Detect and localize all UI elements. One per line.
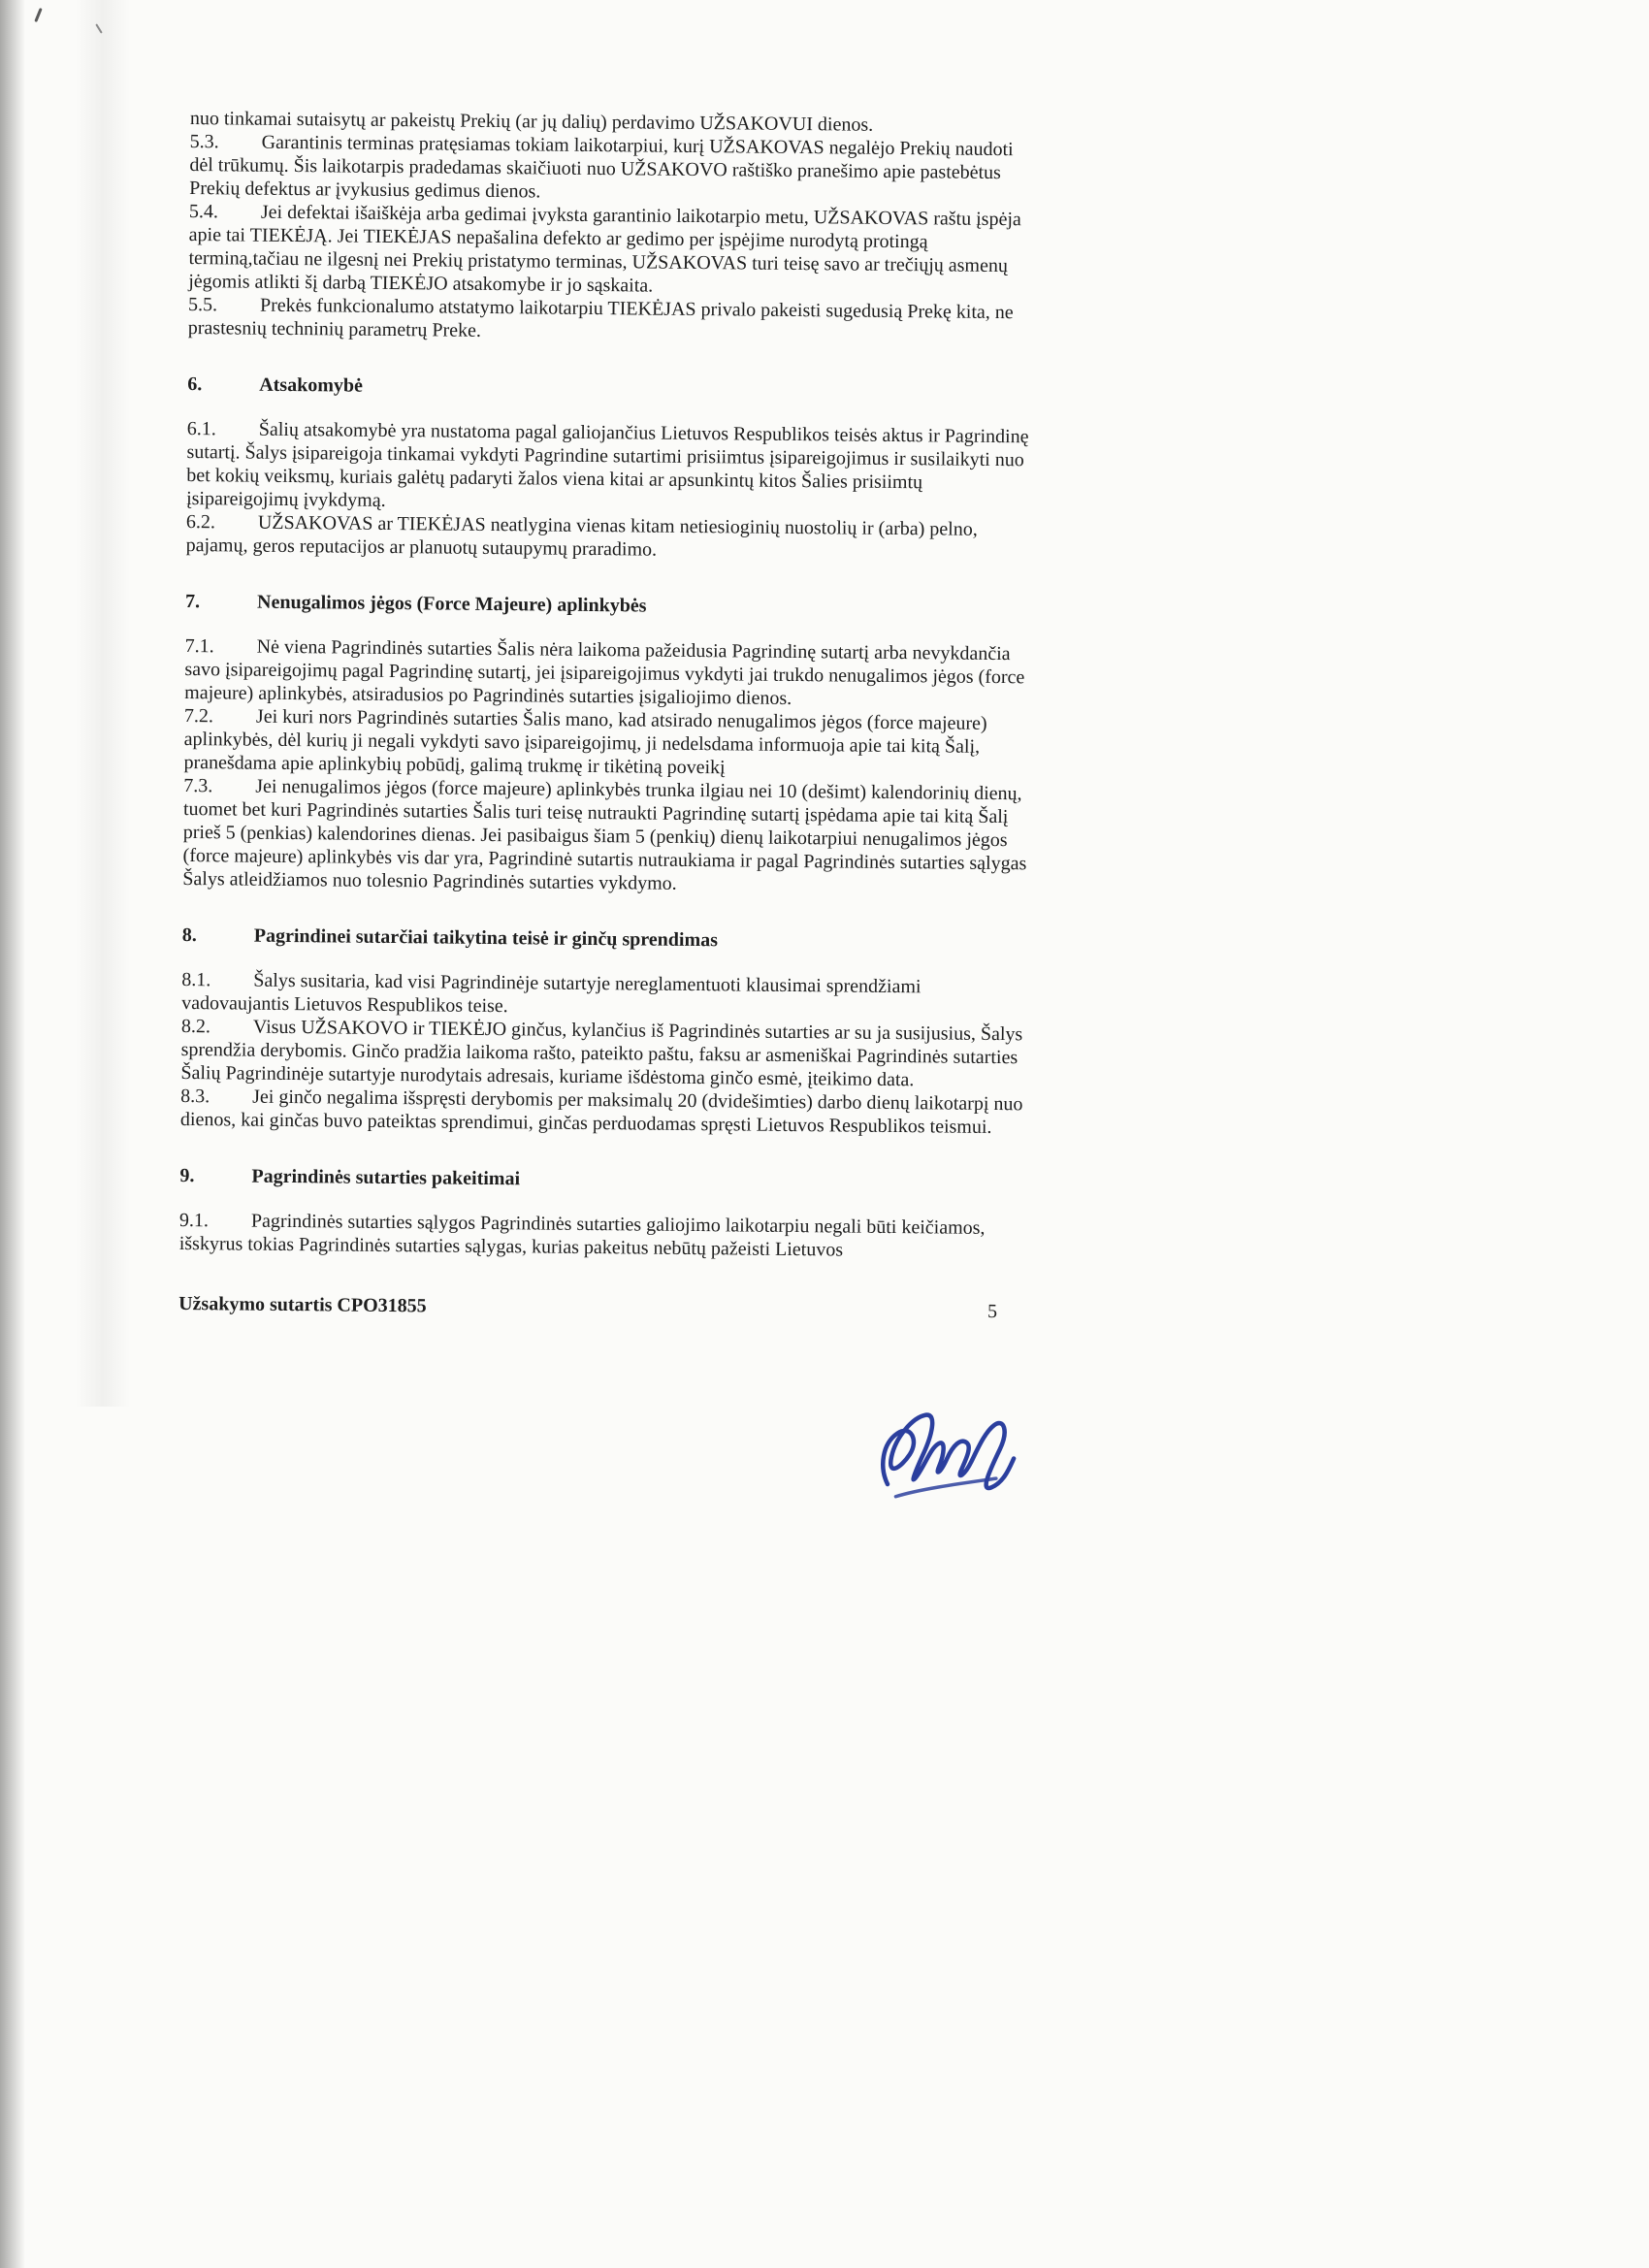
scan-artifact-band	[76, 0, 130, 1407]
section-title: Atsakomybė	[259, 373, 364, 397]
clause-5-4	[188, 200, 1035, 301]
clause-number: 5.5.	[187, 293, 218, 316]
section-title: Nenugalimos jėgos (Force Majeure) aplinkybės	[256, 591, 647, 617]
page-number: 5	[987, 1300, 998, 1323]
section-number: 6.	[187, 373, 203, 396]
section-9-heading	[179, 1164, 1025, 1195]
section-number: 8.	[181, 923, 197, 947]
page-footer	[178, 1292, 1024, 1323]
clause-7-1	[184, 634, 1031, 712]
clause-6-1	[186, 417, 1033, 518]
clause-text: Jei ginčo negalima išspręsti derybomis per maksimalų 20 (dvidešimties) darbo dienų laikotarpį nuo dienos, kai ginčas buvo pateiktas sprendimui, ginčas perduodamas spręsti Lietuvos Respublikos teismui.	[179, 1085, 1023, 1138]
section-title: Pagrindinei sutarčiai taikytina teisė ir ginčų sprendimas	[253, 924, 719, 952]
clause-8-2	[180, 1015, 1027, 1092]
clause-number: 8.1.	[181, 968, 211, 991]
clause-text: Šalys susitaria, kad visi Pagrindinėje sutartyje nereglamentuoti klausimai sprendžiami vadovaujantis Lietuvos Respublikos teise.	[181, 969, 922, 1018]
section-number: 9.	[179, 1164, 195, 1187]
scan-edge-shadow	[0, 0, 25, 2268]
section-6-heading	[187, 373, 1033, 404]
clause-text: Šalių atsakomybė yra nustatoma pagal galiojančius Lietuvos Respublikos teisės aktus ir Pagrindinę sutartį. Šalys įsipareigoja tinkamai vykdyti Pagrindine sutartimi prisiimtus įsipareigojimus ir susilaikyti nuo bet kokių veiksmų, kuriais galėtų padaryti žalos viena kitai ar apsunkintų kitos Šalies prisiimtų įsipareigojimų įvykdymą.	[186, 418, 1029, 511]
clause-continuation: nuo tinkamai sutaisytų ar pakeistų Prekių (ar jų dalių) perdavimo UŽSAKOVUI dienos.	[189, 107, 874, 136]
contract-reference: Užsakymo sutartis CPO31855	[178, 1292, 427, 1317]
clause-7-2	[183, 704, 1030, 782]
clause-number: 7.1.	[184, 634, 214, 658]
clause-text: Nė viena Pagrindinės sutarties Šalis nėra laikoma pažeidusia Pagrindinę sutartį arba nevykdančia savo įsipareigojimų pagal Pagrindinę sutartį, jei įsipareigojimus vykdyti jai trukdo nenugalimos jėgos (force majeure) aplinkybės, atsiradusios po Pagrindinės sutarties įsigaliojimo dienos.	[184, 635, 1025, 709]
clause-number: 8.3.	[180, 1085, 210, 1108]
clause-9-1	[179, 1209, 1025, 1263]
handwritten-signature	[869, 1402, 1018, 1508]
clause-text: Pagrindinės sutarties sąlygos Pagrindinės sutarties galiojimo laikotarpiu negali būti keičiamos, išskyrus tokias Pagrindinės sutarties sąlygas, kurias pakeitus nebūtų pažeisti Lietuvos	[178, 1210, 986, 1261]
clause-text: Visus UŽSAKOVO ir TIEKĖJO ginčus, kylančius iš Pagrindinės sutarties ar su ja susijusius, Šalys sprendžia derybomis. Ginčo pradžia laikoma rašto, pateikto paštu, faksu ar asmeniškai Pagrindinės sutarties Šalių Pagrindinėje sutartyje nurodytais adresais, kuriame išdėstoma ginčo esmė, įteikimo data.	[180, 1016, 1023, 1091]
clause-text: UŽSAKOVAS ar TIEKĖJAS neatlygina vienas kitam netiesioginių nuostolių ir (arba) pelno, pajamų, geros reputacijos ar planuotų sutaupymų praradimo.	[185, 511, 978, 561]
clause-number: 5.3.	[189, 130, 219, 153]
section-7-heading	[185, 590, 1031, 621]
clause-text: Prekės funkcionalumo atstatymo laikotarpiu TIEKĖJAS privalo pakeisti sugedusią Prekę kita, ne prastesnių techninių parametrų Preke.	[187, 294, 1014, 341]
pen-mark	[34, 8, 42, 22]
clause-text: Jei defektai išaiškėja arba gedimai įvyksta garantinio laikotarpio metu, UŽSAKOVAS raštu įspėja apie tai TIEKĖJĄ. Jei TIEKĖJAS nepašalina defekto ar gedimo per įspėjime nurodytą protingą terminą,tačiau ne ilgesnį nei Prekių pristatymo terminas, UŽSAKOVAS turi teisę savo ar trečiųjų asmenų jėgomis atlikti šį darbą TIEKĖJO atsakomybe ir jo sąskaita.	[188, 201, 1021, 297]
clause-7-3	[182, 774, 1029, 898]
clause-number: 9.1.	[178, 1209, 210, 1232]
clause-number: 7.3.	[183, 774, 213, 797]
clause-number: 7.2.	[183, 704, 214, 728]
clause-text: Jei nenugalimos jėgos (force majeure) aplinkybės trunka ilgiau nei 10 (dešimt) kalendorinių dienų, tuomet bet kuri Pagrindinės sutarties Šalis turi teisę nutraukti Pagrindinę sutartį įspėdama apie tai kitą Šalį prieš 5 (penkias) kalendorines dienas. Jei pasibaigus šiam 5 (penkių) dienų laikotarpiui nenugalimos jėgos (force majeure) aplinkybės vis dar yra, Pagrindinė sutartis nutraukiama ir pagal Pagrindinės sutarties sąlygas Šalys atleidžiamos nuo tolesnio Pagrindinės sutarties vykdymo.	[182, 775, 1027, 894]
clause-number: 8.2.	[180, 1015, 211, 1038]
clause-text: Jei kuri nors Pagrindinės sutarties Šalis mano, kad atsirado nenugalimos jėgos (force majeure) aplinkybės, dėl kurių ji negali vykdyti savo įsipareigojimų, ji nedelsdama informuoja apie tai kitą Šalį, pranešdama apie aplinkybių pobūdį, galimą trukmę ir tikėtiną poveikį	[183, 705, 987, 779]
clause-5-5	[188, 293, 1034, 347]
clause-number: 6.1.	[186, 417, 216, 440]
clause-6-2	[186, 510, 1032, 565]
contract-text-block	[178, 107, 1036, 1323]
clause-number: 6.2.	[185, 510, 215, 534]
clause-number: 5.4.	[188, 200, 219, 223]
section-number: 7.	[184, 590, 201, 613]
clause-8-1	[181, 968, 1027, 1022]
section-8-heading	[182, 923, 1028, 955]
clause-8-3	[180, 1085, 1026, 1139]
clause-text: Garantinis terminas pratęsiamas tokiam laikotarpiui, kurį UŽSAKOVAS negalėjo Prekių naudoti dėl trūkumų. Šis laikotarpis pradedamas skaičiuoti nuo UŽSAKOVO raštiško pranešimo apie pastebėtus Prekių defektus ar įvykusius gedimus dienos.	[189, 131, 1014, 203]
section-title: Pagrindinės sutarties pakeitimai	[251, 1165, 521, 1190]
clause-5-3	[189, 130, 1036, 208]
